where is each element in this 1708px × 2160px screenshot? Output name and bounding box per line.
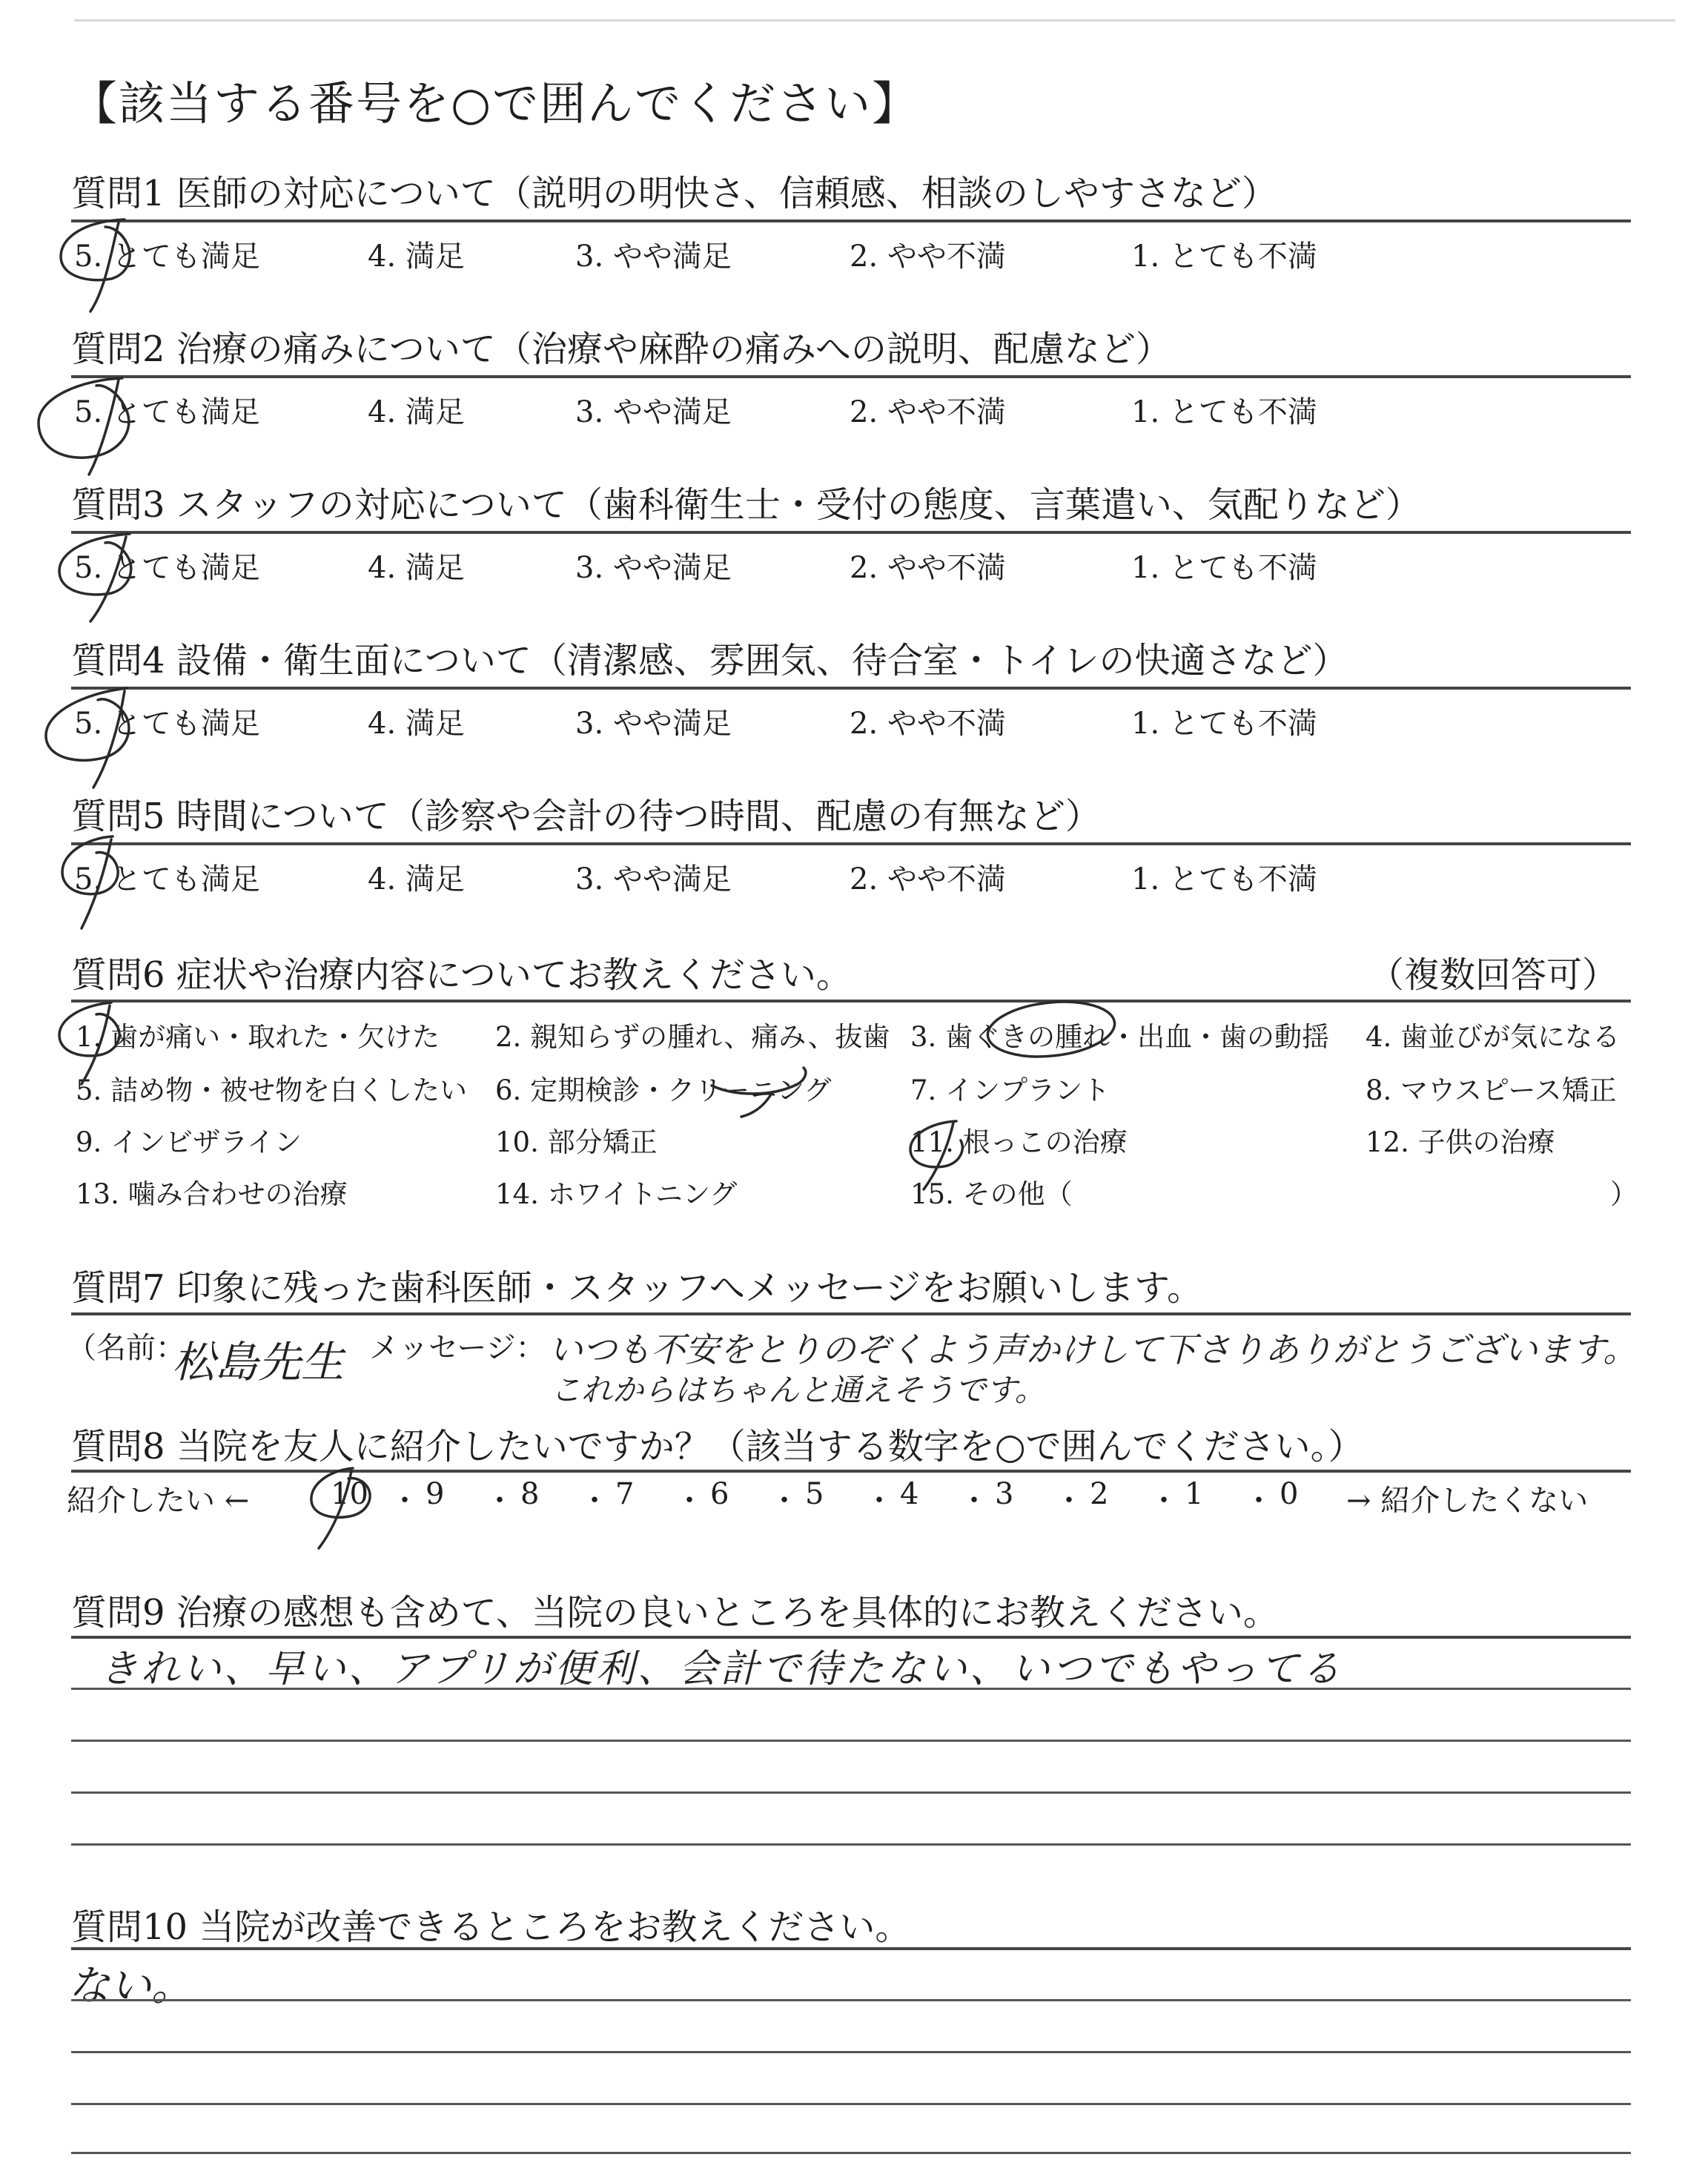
- scale-value-1[interactable]: 1: [1185, 1477, 1204, 1511]
- question-rule: [71, 687, 1631, 690]
- name-value[interactable]: 松島先生: [172, 1337, 345, 1387]
- question-label: 質問7 印象に残った歯科医師・スタッフへメッセージをお願いします。: [71, 1267, 1203, 1309]
- option-3[interactable]: 3. やや満足: [575, 395, 732, 429]
- option-4[interactable]: 4. 満足: [368, 395, 465, 429]
- option-1[interactable]: 1. とても不満: [1131, 551, 1317, 585]
- question-rule: [71, 842, 1631, 845]
- page-title: 【該当する番号を○で囲んでください】: [71, 76, 920, 131]
- scale-separator: ・: [580, 1484, 609, 1518]
- question-rule: [71, 531, 1631, 534]
- question-label: 質問4 設備・衛生面について（清潔感、雰囲気、待合室・トイレの快適さなど）: [71, 640, 1348, 681]
- question-rule: [71, 1312, 1631, 1315]
- question-label: 質問6 症状や治療内容についてお教えください。: [71, 954, 852, 996]
- message-line-2[interactable]: これからはちゃんと通えそうです。: [550, 1372, 1046, 1408]
- scale-separator: ・: [485, 1484, 514, 1518]
- option-9[interactable]: 9. インビザライン: [76, 1126, 302, 1158]
- scale-value-2[interactable]: 2: [1090, 1477, 1109, 1511]
- option-5[interactable]: 5. 詰め物・被せ物を白くしたい: [76, 1074, 468, 1106]
- scale-separator: ・: [769, 1484, 799, 1518]
- option-2[interactable]: 2. やや不満: [850, 862, 1006, 896]
- option-4[interactable]: 4. 満足: [368, 862, 465, 896]
- answer-line: [71, 1688, 1631, 1690]
- answer-line: [71, 1999, 1631, 2001]
- option-14[interactable]: 14. ホワイトニング: [495, 1178, 738, 1210]
- answer-line: [71, 2152, 1631, 2154]
- option-5[interactable]: 5. とても満足: [74, 551, 260, 585]
- scale-value-8[interactable]: 8: [520, 1477, 540, 1511]
- scale-value-3[interactable]: 3: [995, 1477, 1014, 1511]
- option-2[interactable]: 2. やや不満: [850, 551, 1006, 585]
- top-border: [74, 19, 1675, 22]
- option-8[interactable]: 8. マウスピース矯正: [1366, 1074, 1617, 1106]
- option-1[interactable]: 1. 歯が痛い・取れた・欠けた: [76, 1021, 440, 1053]
- multiple-answer-note: （複数回答可）: [1368, 954, 1618, 996]
- option-1[interactable]: 1. とても不満: [1131, 707, 1317, 741]
- answer-line: [71, 1791, 1631, 1794]
- question-label: 質問9 治療の感想も含めて、当院の良いところを具体的にお教えください。: [71, 1592, 1279, 1634]
- question-label: 質問10 当院が改善できるところをお教えください。: [71, 1906, 911, 1948]
- answer-line: [71, 1843, 1631, 1846]
- answer-line: [71, 2051, 1631, 2053]
- option-3[interactable]: 3. やや満足: [575, 707, 732, 741]
- option-2[interactable]: 2. やや不満: [850, 240, 1006, 274]
- good-points-answer[interactable]: きれい、早い、アプリが便利、会計で待たない、いつでもやってる: [99, 1647, 1343, 1691]
- option-11[interactable]: 11. 根っこの治療: [910, 1126, 1128, 1158]
- name-label: （名前：: [67, 1331, 185, 1365]
- option-5[interactable]: 5. とても満足: [74, 240, 260, 274]
- scale-separator: ・: [1149, 1484, 1179, 1518]
- question-rule: [71, 1947, 1631, 1950]
- question-label: 質問1 医師の対応について（説明の明快さ、信頼感、相談のしやすさなど）: [71, 173, 1277, 214]
- question-label: 質問5 時間について（診察や会計の待つ時間、配慮の有無など）: [71, 796, 1101, 837]
- option-4[interactable]: 4. 満足: [368, 240, 465, 274]
- option-2[interactable]: 2. 親知らずの腫れ、痛み、抜歯: [495, 1021, 890, 1053]
- option-5[interactable]: 5. とても満足: [74, 707, 260, 741]
- scale-value-9[interactable]: 9: [426, 1477, 445, 1511]
- option-2[interactable]: 2. やや不満: [850, 707, 1006, 741]
- option-12[interactable]: 12. 子供の治療: [1366, 1126, 1555, 1158]
- option-1[interactable]: 1. とても不満: [1131, 395, 1317, 429]
- scale-value-10[interactable]: 10: [331, 1477, 368, 1511]
- answer-line: [71, 2103, 1631, 2105]
- scale-separator: ・: [959, 1484, 989, 1518]
- question-label: 質問2 治療の痛みについて（治療や麻酔の痛みへの説明、配慮など）: [71, 328, 1171, 370]
- question-label: 質問3 スタッフの対応について（歯科衛生士・受付の態度、言葉遣い、気配りなど）: [71, 484, 1421, 526]
- message-line-1[interactable]: いつも不安をとりのぞくよう声かけして下さりありがとうございます。: [549, 1330, 1638, 1370]
- scale-right-label: → 紹介したくない: [1346, 1484, 1589, 1518]
- scale-value-4[interactable]: 4: [900, 1477, 919, 1511]
- option-7[interactable]: 7. インプラント: [910, 1074, 1110, 1106]
- scale-separator: ・: [1054, 1484, 1084, 1518]
- option-4[interactable]: 4. 満足: [368, 551, 465, 585]
- answer-line: [71, 1740, 1631, 1742]
- message-label: メッセージ：: [369, 1331, 546, 1365]
- option-15-close-paren: ）: [1610, 1178, 1638, 1210]
- option-3[interactable]: 3. 歯ぐきの腫れ・出血・歯の動揺: [910, 1021, 1330, 1053]
- option-4[interactable]: 4. 歯並びが気になる: [1366, 1021, 1621, 1053]
- option-5[interactable]: 5. とても満足: [74, 395, 260, 429]
- question-rule: [71, 219, 1631, 222]
- scale-separator: ・: [1244, 1484, 1274, 1518]
- option-6[interactable]: 6. 定期検診・クリーニング: [495, 1074, 832, 1106]
- option-3[interactable]: 3. やや満足: [575, 240, 732, 274]
- scale-value-0[interactable]: 0: [1280, 1477, 1299, 1511]
- option-1[interactable]: 1. とても不満: [1131, 240, 1317, 274]
- scale-separator: ・: [390, 1484, 420, 1518]
- improvement-answer[interactable]: ない。: [68, 1962, 193, 2010]
- scale-value-6[interactable]: 6: [710, 1477, 729, 1511]
- option-5[interactable]: 5. とても満足: [74, 862, 260, 896]
- option-3[interactable]: 3. やや満足: [575, 551, 732, 585]
- scale-value-5[interactable]: 5: [805, 1477, 824, 1511]
- option-3[interactable]: 3. やや満足: [575, 862, 732, 896]
- scale-left-label: 紹介したい ←: [67, 1484, 250, 1518]
- question-rule: [71, 1000, 1631, 1003]
- option-15[interactable]: 15. その他（: [910, 1178, 1073, 1210]
- option-1[interactable]: 1. とても不満: [1131, 862, 1317, 896]
- option-10[interactable]: 10. 部分矯正: [495, 1126, 658, 1158]
- option-2[interactable]: 2. やや不満: [850, 395, 1006, 429]
- scale-separator: ・: [675, 1484, 704, 1518]
- scale-separator: ・: [864, 1484, 894, 1518]
- question-label: 質問8 当院を友人に紹介したいですか？（該当する数字を○で囲んでください。）: [71, 1426, 1364, 1467]
- option-13[interactable]: 13. 噛み合わせの治療: [76, 1178, 348, 1210]
- question-rule: [71, 1470, 1631, 1473]
- scale-value-7[interactable]: 7: [615, 1477, 635, 1511]
- question-rule: [71, 375, 1631, 378]
- option-4[interactable]: 4. 満足: [368, 707, 465, 741]
